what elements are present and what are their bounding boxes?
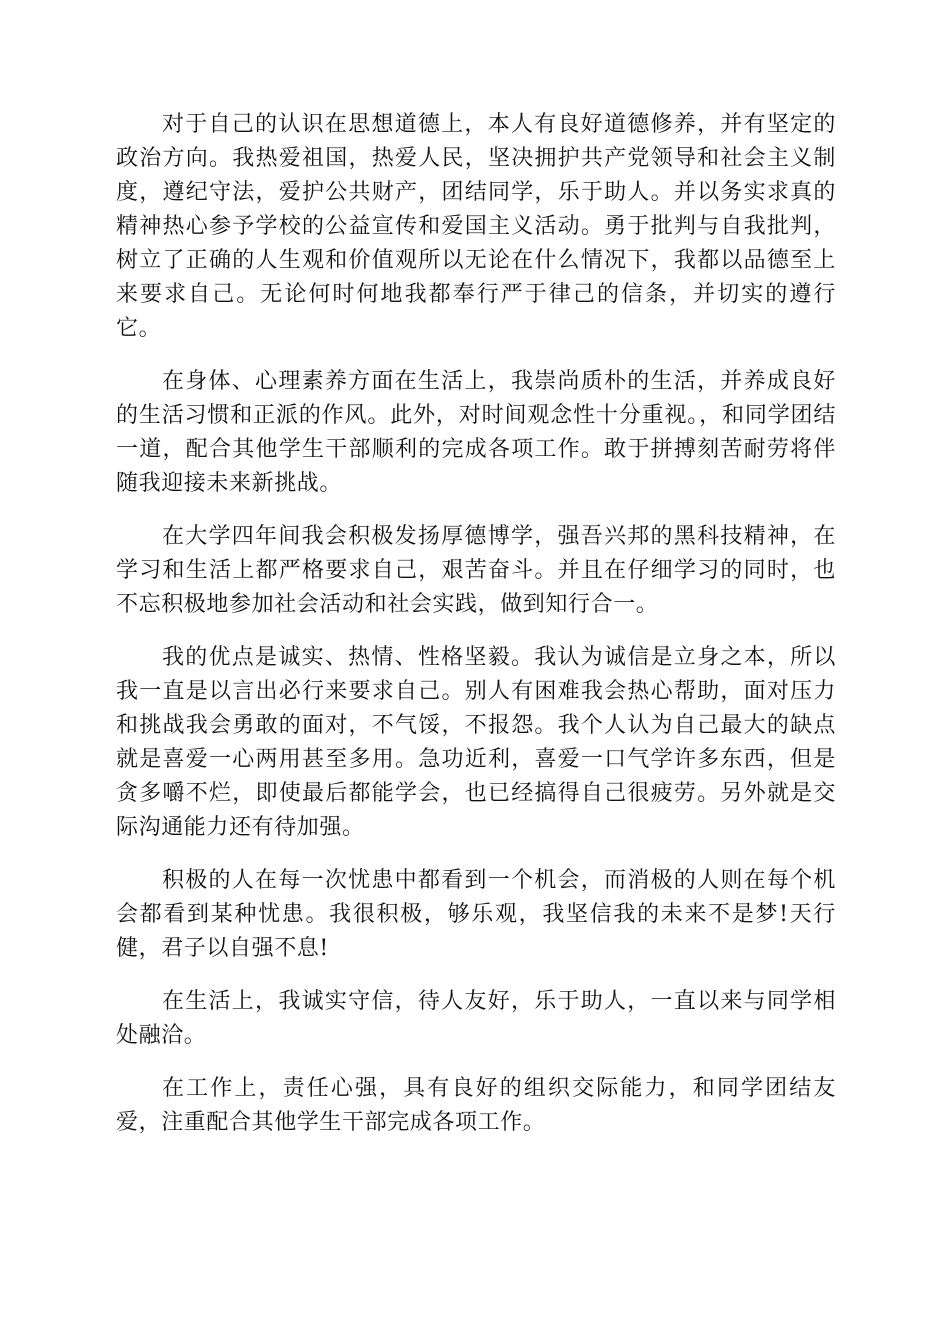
paragraph-self-awareness: 对于自己的认识在思想道德上，本人有良好道德修养，并有坚定的政治方向。我热爱祖国，热爱人民，坚决拥护共产党领导和社会主义制度，遵纪守法，爱护公共财产，团结同学，乐于助人。并以务实求真的精神热心参予学校的公益宣传和爱国主义活动。勇于批判与自我批判，树立了正确的人生观和价值观所以无论在什么情况下，我都以品德至上来要求自己。无论何时何地我都奉行严于律己的信条，并切实的遵行它。 [116, 112, 836, 341]
paragraph-positive-attitude: 积极的人在每一次忧患中都看到一个机会，而消极的人则在每个机会都看到某种忧患。我很积极，够乐观，我坚信我的未来不是梦!天行健，君子以自强不息! [116, 868, 836, 961]
paragraph-physical-mental: 在身体、心理素养方面在生活上，我崇尚质朴的生活，并养成良好的生活习惯和正派的作风。此外，对时间观念性十分重视。，和同学团结一道，配合其他学生干部顺利的完成各项工作。敢于拼搏刻苦耐劳将伴随我迎接未来新挑战。 [116, 369, 836, 496]
document-body [116, 108, 836, 1159]
paragraph-work: 在工作上，责任心强，具有良好的组织交际能力，和同学团结友爱，注重配合其他学生干部完成各项工作。 [116, 1076, 836, 1135]
paragraph-strengths-weaknesses: 我的优点是诚实、热情、性格坚毅。我认为诚信是立身之本，所以我一直是以言出必行来要求自己。别人有困难我会热心帮助，面对压力和挑战我会勇敢的面对，不气馁，不报怨。我个人认为自己最大的缺点就是喜爱一心两用甚至多用。急功近利，喜爱一口气学许多东西，但是贪多嚼不烂，即使最后都能学会，也已经搞得自己很疲劳。另外就是交际沟通能力还有待加强。 [116, 645, 836, 840]
paragraph-university-years: 在大学四年间我会积极发扬厚德博学，强吾兴邦的黑科技精神，在学习和生活上都严格要求自己，艰苦奋斗。并且在仔细学习的同时，也不忘积极地参加社会活动和社会实践，做到知行合一。 [116, 524, 836, 617]
paragraph-life: 在生活上，我诚实守信，待人友好，乐于助人，一直以来与同学相处融洽。 [116, 989, 836, 1048]
